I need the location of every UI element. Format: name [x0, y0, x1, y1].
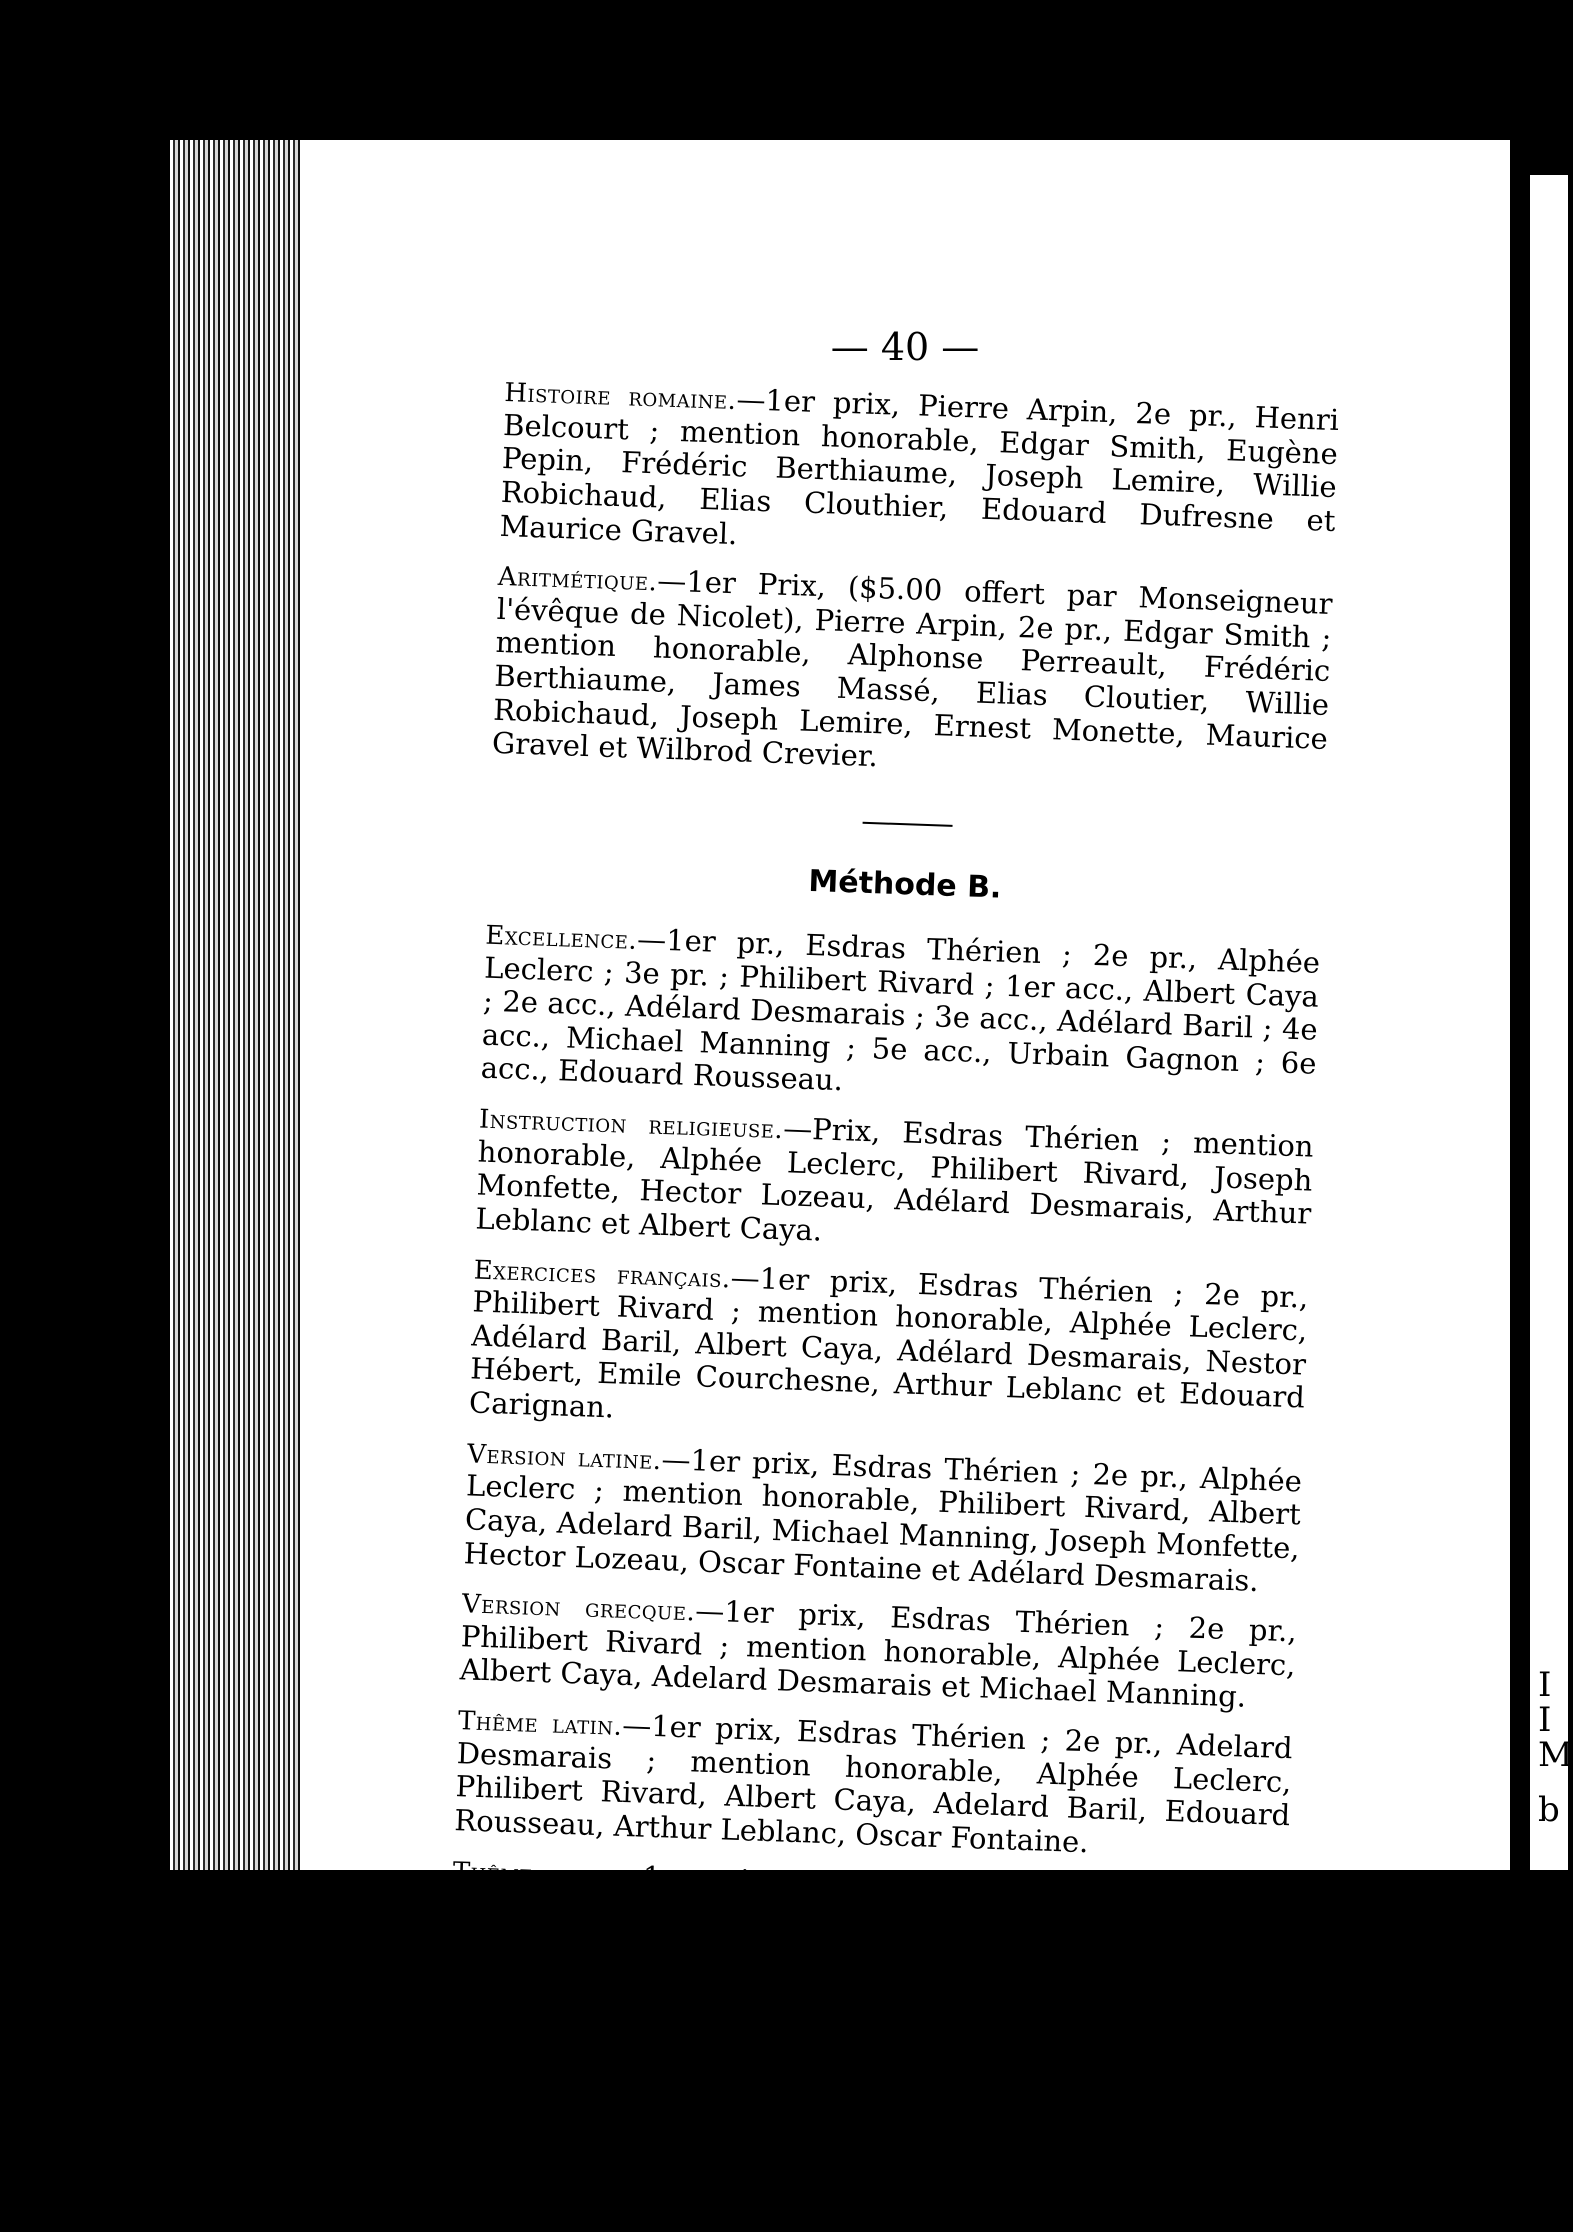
entry-text: —1er prix, Esdras Thérien, 2e pr., Philibert Rivard ; mention honorable, Alphée Leclerc, Adélard Desmarais, Albert Caya, Hector Lozeau, Adélard Baril, Urbain Gagnon et Arthur Leblanc.	[448, 1858, 1288, 2006]
entry-heading: Aritmétique.	[497, 562, 658, 598]
section-divider	[862, 822, 952, 827]
entry-text: —1er prix, Esdras Thérien ; 2e pr., Alphée Leclerc ; mention honorable, Philibert Rivard, Albert Caya, Adelard Baril, Michael Manning, Joseph Monfette, Hector Lozeau, Oscar Fontaine et Adélard Desmarais.	[463, 1441, 1303, 1598]
entry-text: —1er prix, Esdras Thérien ; 2e pr., Adelard Desmarais ; mention honorable, Alphée Leclerc, Philibert Rivard, Albert Caya, Adelard Baril, Edouard Rousseau, Arthur Leblanc, Oscar Fontaine.	[453, 1707, 1294, 1860]
entry-text: —1er prix, Esdras Thérien ; 2e pr., Philibert Rivard ; mention honorable, Alphée Leclerc, Albert Caya, Adelard Desmarais et Michael Manning.	[459, 1593, 1298, 1715]
entry-text: —1er prix, Pierre Arpin, 2e pr., Henri Belcourt ; mention honorable, Edgar Smith, Eugène Pepin, Frédéric Berthiaume, Joseph Lemire, Willie Robichaud, Elias Clouthier, Edouard Dufresne et Maurice Gravel.	[499, 382, 1340, 551]
entry-heading: Histoire romaine.	[503, 377, 738, 417]
entry-version-latine	[463, 1436, 1302, 1600]
fragment-letter: b	[1538, 1790, 1560, 1830]
entry-excellence	[480, 918, 1320, 1115]
entry-text: —1er prix, Esdras Thérien ; 2e pr., Philibert Rivard ; mention honorable, Alphée Leclerc, Adélard Baril, Albert Caya, Adélard Desmarais, Nestor Hébert, Emile Courchesne, Arthur Leblanc et Edouard Carignan.	[468, 1259, 1309, 1425]
adjacent-page-fragment	[1530, 175, 1573, 1870]
entry-instruction-religieuse	[475, 1102, 1314, 1266]
entry-heading: Excellence.	[484, 920, 638, 956]
entry-heading: Version grecque.	[461, 1589, 696, 1628]
entry-histoire-romaine	[499, 375, 1339, 572]
fragment-letter: M	[1538, 1735, 1573, 1775]
entry-aritmetique	[492, 559, 1334, 790]
page-content	[448, 375, 1339, 2033]
entry-version-grecque	[459, 1586, 1297, 1716]
entry-heading: Instruction religieuse.	[478, 1104, 784, 1146]
entry-exercices-francais	[469, 1252, 1309, 1449]
fragment-letter: I	[1538, 1700, 1552, 1740]
entry-heading: Thême grec.	[452, 1856, 615, 1893]
page-number: — 40 —	[830, 325, 980, 369]
entry-text: —Prix, Esdras Thérien ; mention honorable, Alphée Leclerc, Philibert Rivard, Joseph Monfette, Hector Lozeau, Adélard Desmarais, Arthur Leblanc et Albert Caya.	[474, 1111, 1315, 1248]
entry-text: —1er Prix, ($5.00 offert par Monseigneur l'évêque de Nicolet), Pierre Arpin, 2e pr., Edgar Smith ; mention honorable, Alphonse Perreault, Frédéric Berthiaume, James Massé, Elias Cloutier, Willie Robichaud, Joseph Lemire, Ernest Monette, Maurice Gravel et Wilbrod Crevier.	[491, 563, 1334, 774]
entry-heading: Thême latin.	[457, 1706, 623, 1742]
entry-theme-latin	[454, 1703, 1293, 1867]
section-title: Méthode B.	[807, 863, 1003, 906]
entry-heading: Version latine.	[466, 1438, 663, 1476]
entry-text: —1er pr., Esdras Thérien ; 2e pr., Alphée Leclerc ; 3e pr. ; Philibert Rivard ; 1er acc., Albert Caya ; 2e acc., Adélard Desmarais ; 3e acc., Adélard Baril ; 4e acc., Michael Manning ; 5e acc., Urbain Gagnon ; 6e acc., Edouard Rousseau.	[480, 921, 1321, 1098]
entry-theme-grec	[449, 1854, 1288, 2018]
book-page	[300, 140, 1510, 2006]
entry-heading: Exercices français.	[473, 1254, 732, 1294]
fragment-letter: I	[1538, 1665, 1552, 1705]
